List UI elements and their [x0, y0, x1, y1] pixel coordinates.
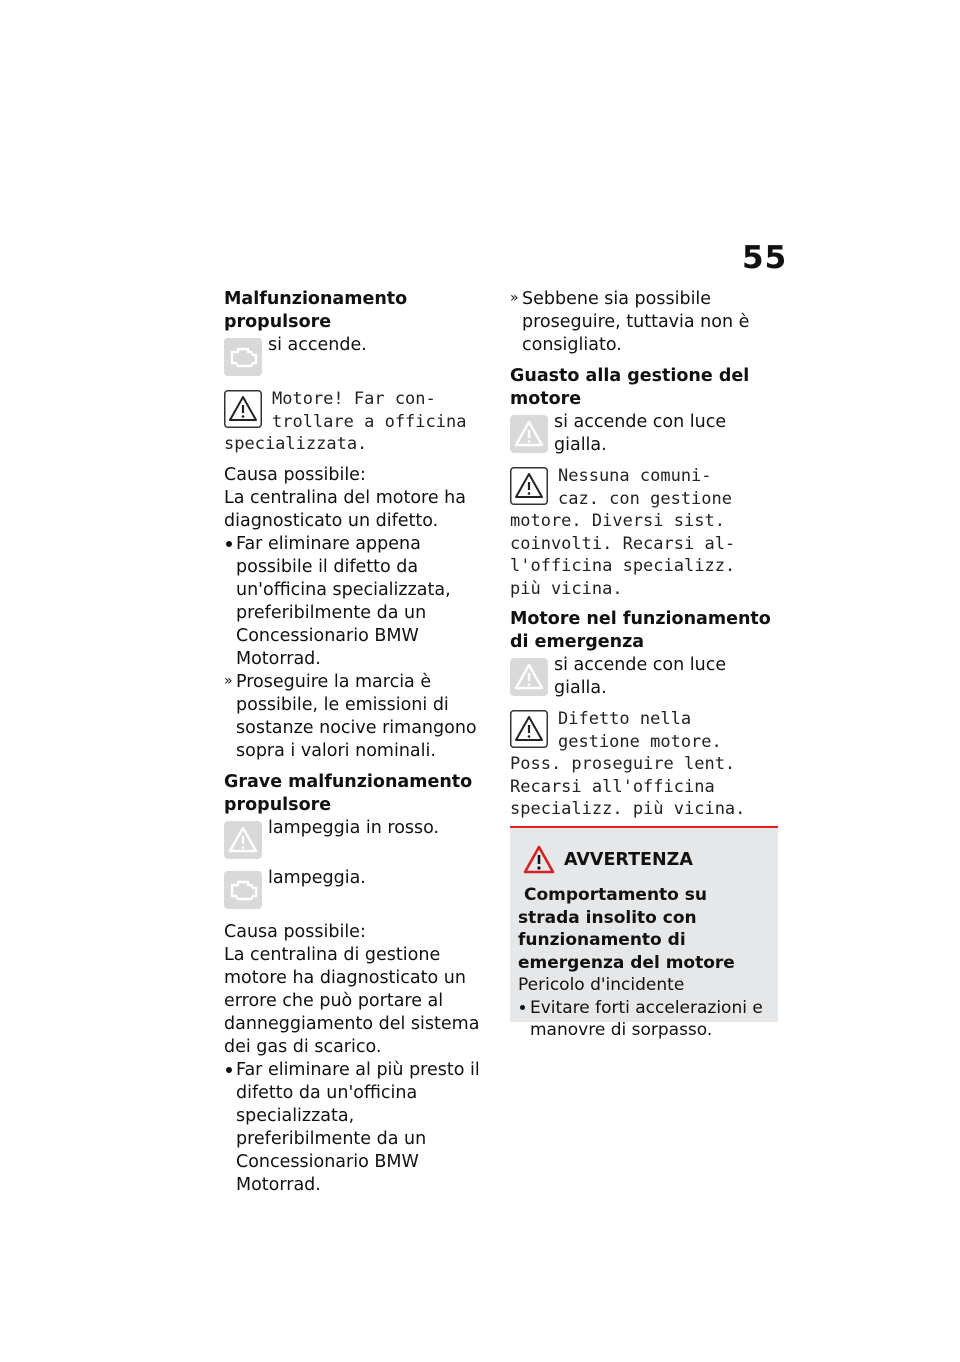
warning-bullet: Evitare forti accelerazioni e manovre di sorpasso. [518, 997, 774, 1042]
display-message-3 [510, 708, 780, 821]
warning-danger: Pericolo d'incidente [518, 975, 685, 995]
warning-triangle-icon [510, 467, 548, 505]
warning-body [518, 884, 774, 1042]
warning-lamp-row [224, 817, 486, 863]
right-column [510, 288, 780, 821]
cause-text-2: La centralina di gestione motore ha diagnosticato un errore che può portare al danneggiamento del sistema dei gas di scarico. [224, 944, 480, 1057]
warning-lamp-icon [224, 821, 262, 859]
section-heading-emergency: Motore nel funzionamento di emergenza [510, 609, 771, 652]
cause-label-2: Causa possibile: [224, 921, 366, 942]
bullet-item: Far eliminare appena possibile il difetto da un'officina specializzata, preferibilmente da un Concessionario BMW Motorrad. [224, 533, 486, 671]
page-number: 55 [742, 240, 788, 276]
warning-triangle-icon [510, 710, 548, 748]
engine-check-icon [224, 871, 262, 909]
mono-line: più vicina. [510, 578, 623, 599]
mono-line: specializz. più vicina. [510, 799, 746, 819]
engine-lamp-row-2 [224, 867, 486, 913]
warning-lamp-icon [510, 658, 548, 696]
mono-line: Recarsi all'officina [510, 776, 715, 797]
engine-check-icon [224, 338, 262, 376]
mono-line: caz. con gestione [558, 488, 732, 509]
mono-line: gestione motore. [558, 731, 722, 752]
warning-lamp-text: lampeggia in rosso. [268, 817, 440, 838]
mono-line: specializzata. [224, 434, 368, 454]
mono-line: l'officina specializz. [510, 556, 736, 576]
display-message-2 [510, 465, 780, 600]
mono-line: Motore! Far con- [272, 389, 436, 409]
mono-line: coinvolti. Recarsi al- [510, 533, 736, 554]
engine-lamp-row [224, 334, 486, 380]
mono-line: motore. Diversi sist. [510, 511, 725, 531]
display-message-1 [224, 388, 486, 456]
cause-label: Causa possibile: [224, 464, 366, 485]
warning-box [510, 826, 778, 1040]
warning-title: AVVERTENZA [564, 850, 693, 870]
warning-lamp-text-right-2: si accende con luce gialla. [554, 655, 727, 698]
warning-triangle-icon [224, 390, 262, 428]
warning-lamp-icon [510, 415, 548, 453]
warning-heading: Comportamento su strada insolito con funzionamento di emergenza del motore [518, 885, 735, 973]
bullet-item-2: Far eliminare al più presto il difetto da un'officina specializzata, preferibilmente da un Concessionario BMW Motorrad. [224, 1059, 486, 1197]
mono-line: Nessuna comuni- [558, 466, 712, 486]
engine-lamp-text-2: lampeggia. [268, 867, 366, 888]
warning-lamp-row-right-2 [510, 654, 780, 700]
warning-lamp-row-right [510, 411, 780, 457]
engine-lamp-text: si accende. [268, 335, 367, 355]
section-heading-severe: Grave malfunzionamento propulsore [224, 771, 473, 815]
mono-line: Difetto nella [558, 709, 692, 729]
section-heading-engine-fault: Guasto alla gestione del motore [510, 366, 750, 409]
section-heading-malfunction: Malfunzionamento propulsore [224, 289, 408, 332]
arrow-item-right: » Sebbene sia possibile proseguire, tuttavia non è consigliato. [510, 288, 780, 357]
arrow-item: » Proseguire la marcia è possibile, le emissioni di sostanze nocive rimangono sopra i valori nominali. [224, 671, 486, 763]
mono-line: trollare a officina [272, 411, 467, 432]
cause-text: La centralina del motore ha diagnosticato un difetto. [224, 487, 466, 531]
danger-triangle-icon [522, 844, 556, 876]
warning-lamp-text-right: si accende con luce gialla. [554, 412, 727, 455]
mono-line: Poss. proseguire lent. [510, 754, 736, 774]
left-column [224, 288, 486, 1197]
